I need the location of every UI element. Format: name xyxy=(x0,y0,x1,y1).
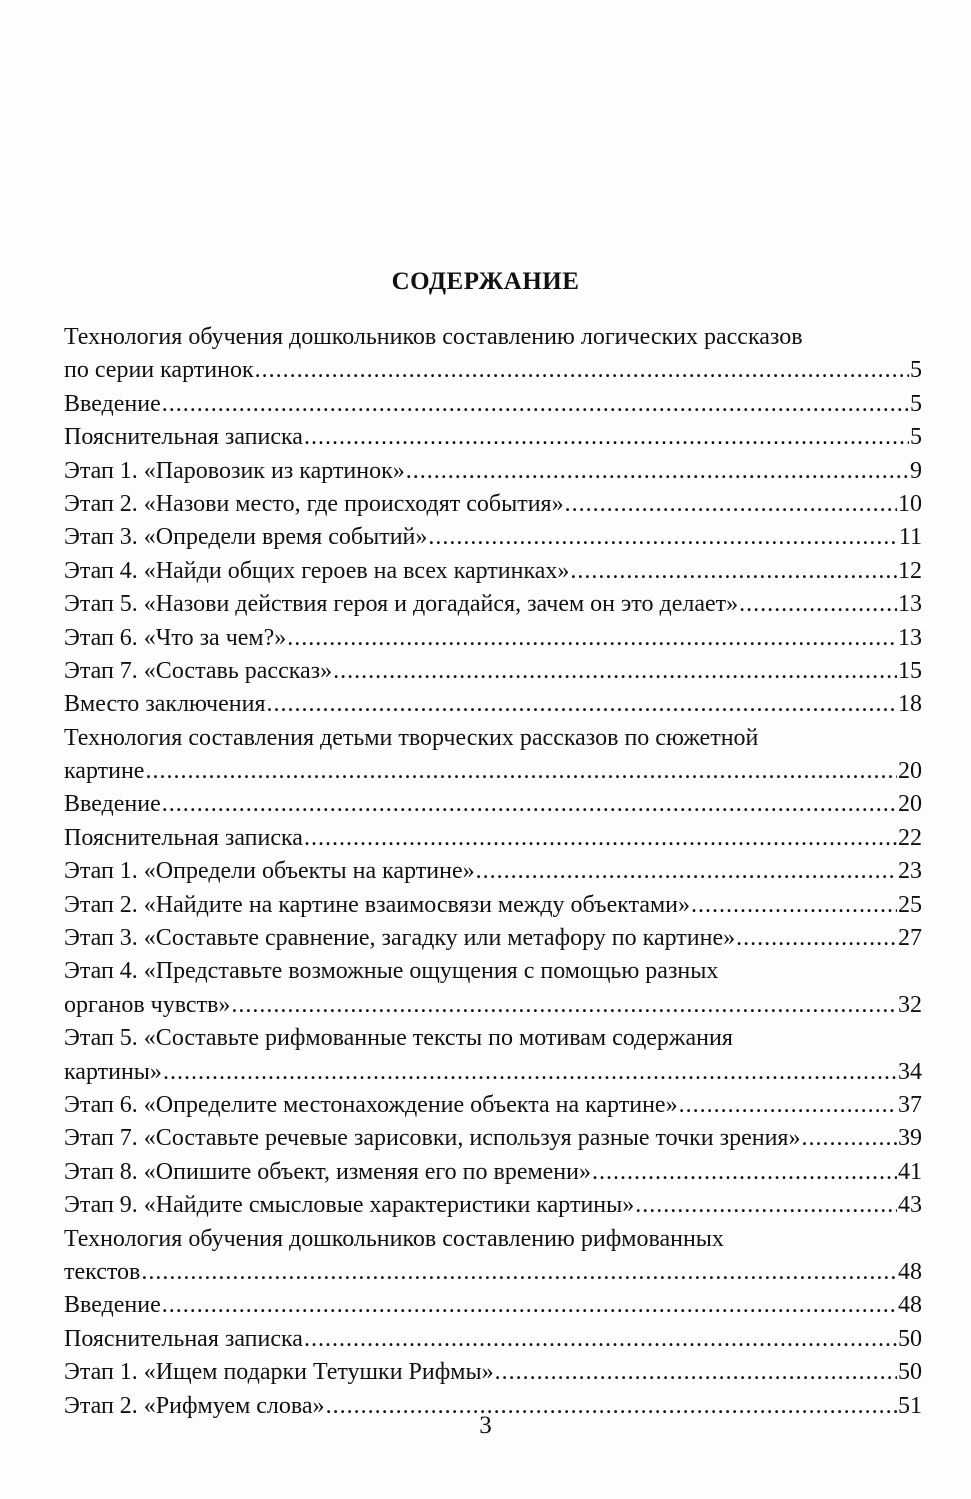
toc-entry-heading-line: Технология составления детьми творческих рассказов по сюжетной xyxy=(64,724,759,751)
dot-leader xyxy=(141,1256,897,1289)
toc-entry xyxy=(64,622,922,655)
toc-entry-title: Этап 3. «Определи время событий» xyxy=(64,524,428,551)
toc-entry xyxy=(64,488,922,521)
dot-leader xyxy=(635,1189,897,1222)
toc-entry-title: Пояснительная записка xyxy=(64,1325,303,1352)
dot-leader xyxy=(231,989,897,1022)
toc-entry-title: Введение xyxy=(64,390,161,417)
toc-entry xyxy=(64,788,922,821)
dot-leader xyxy=(565,488,897,521)
toc-entry xyxy=(64,1289,922,1322)
toc-entry-line xyxy=(64,555,922,588)
toc-entry-title: картины» xyxy=(64,1058,162,1085)
toc-entry xyxy=(64,1089,922,1122)
toc-entry-page: 34 xyxy=(898,1058,922,1085)
toc-entry-line xyxy=(64,922,922,955)
toc-entry-heading-line: Технология обучения дошкольников составлению логических рассказов xyxy=(64,324,803,350)
toc-entry-title: Этап 3. «Составьте сравнение, загадку или метафору по картине» xyxy=(64,925,736,952)
toc-entry-title: Введение xyxy=(64,1292,161,1319)
dot-leader xyxy=(163,1056,897,1089)
toc-entry xyxy=(64,722,922,789)
dot-leader xyxy=(476,855,897,888)
dot-leader xyxy=(162,388,909,421)
toc-entry-title: Этап 2. «Найдите на картине взаимосвязи между объектами» xyxy=(64,891,691,918)
toc-entry-line xyxy=(64,521,922,554)
toc-entry-line xyxy=(64,421,922,454)
toc-entry-line xyxy=(64,1256,922,1289)
toc-entry xyxy=(64,1022,922,1089)
table-of-contents xyxy=(64,321,922,1423)
toc-entry xyxy=(64,688,922,721)
toc-entry xyxy=(64,521,922,554)
toc-entry-page: 5 xyxy=(910,390,922,417)
toc-entry-page: 25 xyxy=(898,891,922,918)
toc-entry-title: картине xyxy=(64,758,145,785)
dot-leader xyxy=(304,421,909,454)
toc-entry-page: 18 xyxy=(898,691,922,718)
page-title: СОДЕРЖАНИЕ xyxy=(391,268,580,295)
toc-entry-page: 27 xyxy=(898,925,922,952)
dot-leader xyxy=(736,922,897,955)
toc-entry-line xyxy=(64,588,922,621)
toc-entry xyxy=(64,1356,922,1389)
dot-leader xyxy=(570,555,897,588)
toc-entry xyxy=(64,1156,922,1189)
toc-entry-line xyxy=(64,488,922,521)
toc-entry-line xyxy=(64,989,922,1022)
toc-entry-line xyxy=(64,622,922,655)
toc-entry-line xyxy=(64,889,922,922)
toc-entry-page: 37 xyxy=(898,1091,922,1118)
toc-entry-line xyxy=(64,1056,922,1089)
toc-entry xyxy=(64,855,922,888)
toc-entry xyxy=(64,388,922,421)
dot-leader xyxy=(739,588,897,621)
toc-entry-title: Пояснительная записка xyxy=(64,824,303,851)
toc-entry-page: 13 xyxy=(898,591,922,618)
toc-entry-page: 50 xyxy=(898,1325,922,1352)
dot-leader xyxy=(287,622,897,655)
toc-entry-line xyxy=(64,1122,922,1155)
toc-entry xyxy=(64,822,922,855)
page-number: 3 xyxy=(479,1412,492,1439)
toc-entry-page: 48 xyxy=(898,1292,922,1319)
toc-entry-page: 5 xyxy=(910,424,922,451)
toc-entry-title: Этап 5. «Назови действия героя и догадайся, зачем он это делает» xyxy=(64,591,739,618)
toc-entry-page: 20 xyxy=(898,791,922,818)
toc-entry-title: Этап 9. «Найдите смысловые характеристики картины» xyxy=(64,1192,635,1219)
dot-leader xyxy=(333,655,897,688)
dot-leader xyxy=(801,1122,897,1155)
toc-entry-line xyxy=(64,755,922,788)
dot-leader xyxy=(679,1089,897,1122)
toc-entry-title: Вместо заключения xyxy=(64,691,266,718)
toc-entry-line xyxy=(64,688,922,721)
toc-entry-page: 12 xyxy=(898,557,922,584)
toc-entry-title: Этап 2. «Назови место, где происходят события» xyxy=(64,490,564,517)
toc-entry-line xyxy=(64,354,922,387)
toc-entry-page: 23 xyxy=(898,858,922,885)
toc-entry-title: Этап 7. «Составь рассказ» xyxy=(64,657,333,684)
toc-entry-page: 39 xyxy=(898,1125,922,1152)
dot-leader xyxy=(495,1356,897,1389)
dot-leader xyxy=(691,889,897,922)
toc-entry-page: 50 xyxy=(898,1359,922,1386)
toc-entry xyxy=(64,588,922,621)
toc-entry-page: 22 xyxy=(898,824,922,851)
toc-entry-page: 13 xyxy=(898,624,922,651)
toc-entry-title: Этап 1. «Ищем подарки Тетушки Рифмы» xyxy=(64,1359,494,1386)
dot-leader xyxy=(406,455,909,488)
toc-entry-heading-line: Технология обучения дошкольников составлению рифмованных xyxy=(64,1225,724,1252)
dot-leader xyxy=(145,755,897,788)
toc-entry-line xyxy=(64,822,922,855)
toc-entry xyxy=(64,321,922,388)
toc-entry-title: Этап 7. «Составьте речевые зарисовки, используя разные точки зрения» xyxy=(64,1125,801,1152)
toc-entry-title: Этап 8. «Опишите объект, изменяя его по времени» xyxy=(64,1158,591,1185)
toc-entry-page: 43 xyxy=(898,1192,922,1219)
dot-leader xyxy=(162,1289,897,1322)
toc-entry-page: 9 xyxy=(910,457,922,484)
dot-leader xyxy=(255,354,909,387)
toc-entry xyxy=(64,1122,922,1155)
toc-entry-title: Введение xyxy=(64,791,161,818)
toc-entry-title: Этап 1. «Паровозик из картинок» xyxy=(64,457,405,484)
toc-entry xyxy=(64,922,922,955)
toc-entry-title: по серии картинок xyxy=(64,357,254,384)
toc-entry-title: Этап 1. «Определи объекты на картине» xyxy=(64,858,475,885)
toc-entry xyxy=(64,955,922,1022)
toc-entry-line xyxy=(64,455,922,488)
toc-entry-page: 5 xyxy=(910,357,922,384)
toc-entry-line xyxy=(64,1089,922,1122)
dot-leader xyxy=(304,1323,897,1356)
dot-leader xyxy=(267,688,897,721)
toc-entry-line xyxy=(64,1356,922,1389)
toc-entry-title: Этап 6. «Определите местонахождение объекта на картине» xyxy=(64,1091,678,1118)
toc-entry xyxy=(64,1189,922,1222)
toc-entry-page: 11 xyxy=(898,524,922,551)
toc-entry-heading-line: Этап 5. «Составьте рифмованные тексты по мотивам содержания xyxy=(64,1025,733,1052)
toc-entry-line xyxy=(64,655,922,688)
dot-leader xyxy=(304,822,897,855)
toc-entry xyxy=(64,1223,922,1290)
toc-entry-page: 32 xyxy=(898,991,922,1018)
toc-entry-page: 41 xyxy=(898,1158,922,1185)
toc-entry-line xyxy=(64,1189,922,1222)
toc-entry-page: 10 xyxy=(898,490,922,517)
dot-leader xyxy=(162,788,897,821)
toc-entry-title: Пояснительная записка xyxy=(64,424,303,451)
toc-entry xyxy=(64,1323,922,1356)
toc-entry xyxy=(64,889,922,922)
toc-entry-title: Этап 2. «Рифмуем слова» xyxy=(64,1392,325,1419)
toc-entry-line xyxy=(64,1156,922,1189)
toc-entry-title: Этап 6. «Что за чем?» xyxy=(64,624,287,651)
toc-entry-line xyxy=(64,855,922,888)
toc-entry-line xyxy=(64,1323,922,1356)
toc-entry xyxy=(64,421,922,454)
toc-entry xyxy=(64,555,922,588)
toc-entry-page: 15 xyxy=(898,657,922,684)
dot-leader xyxy=(428,521,898,554)
toc-entry-line xyxy=(64,1289,922,1322)
toc-entry-title: Этап 4. «Найди общих героев на всех картинках» xyxy=(64,557,570,584)
toc-entry-title: текстов xyxy=(64,1258,141,1285)
toc-entry-page: 51 xyxy=(898,1392,922,1419)
toc-entry-line xyxy=(64,388,922,421)
toc-entry xyxy=(64,655,922,688)
toc-entry-page: 20 xyxy=(898,758,922,785)
toc-entry-line xyxy=(64,788,922,821)
toc-entry-page: 48 xyxy=(898,1258,922,1285)
toc-entry-title: органов чувств» xyxy=(64,991,231,1018)
dot-leader xyxy=(592,1156,897,1189)
toc-entry xyxy=(64,455,922,488)
toc-entry-heading-line: Этап 4. «Представьте возможные ощущения с помощью разных xyxy=(64,958,719,985)
